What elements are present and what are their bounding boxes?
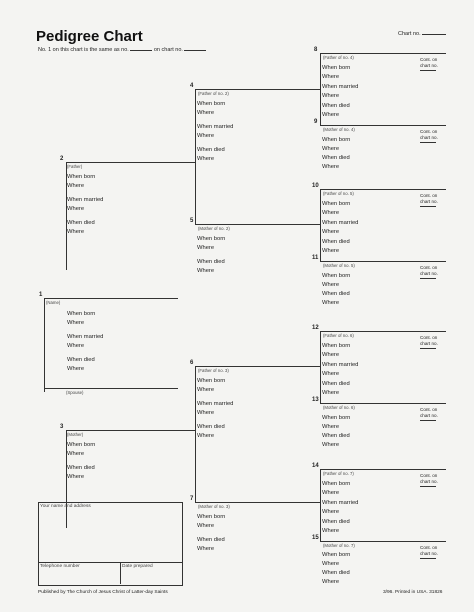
person-11-born-label: When born [322,273,351,279]
person-7-name-line[interactable] [195,502,320,503]
person-13-continued [420,407,438,418]
telephone-label: Telephone number [40,564,80,569]
person-10-born-where-label: Where [322,210,340,216]
person-7-born-label: When born [197,514,226,520]
person-2-married-where-label: Where [67,206,85,212]
person-7-died-label: When died [197,537,225,543]
cont-chart-label: chart no. [420,550,438,556]
person-3-born-where-label: Where [67,451,85,457]
person-10-born-label: When born [322,201,351,207]
person-11-caption: (Mother of no. 5) [323,263,355,268]
cont-label: Cont. on [420,545,438,550]
same-as-prefix: No. 1 on this chart is the same as no. [38,47,129,53]
person-3-name-line[interactable] [66,430,195,431]
person-13-continued-blank[interactable] [420,420,436,421]
person-1-died-label: When died [67,357,95,363]
person-9-died-where-label: Where [322,164,340,170]
person-11-continued-blank[interactable] [420,278,436,279]
person-8-number: 8 [314,47,318,53]
cont-label: Cont. on [420,473,438,478]
person-9-continued [420,129,438,140]
person-2-number: 2 [60,156,64,162]
person-13-number: 13 [312,397,319,403]
person-12-died-where-label: Where [322,390,340,396]
chart-number-blank[interactable] [422,34,446,35]
person-6-number: 6 [190,360,194,366]
publisher-note: Published by The Church of Jesus Christ of Latter-day Saints [38,590,168,595]
person-15-born-where-label: Where [322,561,340,567]
person-1-married-label: When married [67,334,104,340]
person-5-born-label: When born [197,236,226,242]
person-12-born-label: When born [322,343,351,349]
person-6-died-label: When died [197,424,225,430]
cont-label: Cont. on [420,193,438,198]
same-as-chart-blank[interactable] [184,50,206,51]
person-7-born-where-label: Where [197,523,215,529]
person-5-number: 5 [190,218,194,224]
person-3-caption: (Mother) [67,432,84,437]
person-1-number: 1 [39,292,43,298]
person-8-born-where-label: Where [322,74,340,80]
person-11-number: 11 [312,255,319,261]
person-7-died-where-label: Where [197,546,215,552]
person-4-5-bracket [195,89,196,224]
person-13-born-where-label: Where [322,424,340,430]
person-6-married-label: When married [197,401,234,407]
person-10-married-where-label: Where [322,229,340,235]
same-as-mid: on chart no. [153,47,183,53]
cont-label: Cont. on [420,265,438,270]
cont-chart-label: chart no. [420,62,438,68]
person-14-continued [420,473,438,484]
person-4-died-where-label: Where [197,156,215,162]
person-12-name-line[interactable] [320,331,446,332]
date-prepared-label: Date prepared [122,564,153,569]
person-14-married-where-label: Where [322,509,340,515]
person-11-died-where-label: Where [322,300,340,306]
person-11-born-where-label: Where [322,282,340,288]
person-14-continued-blank[interactable] [420,486,436,487]
name-address-box[interactable] [38,502,183,586]
person-9-died-label: When died [322,155,350,161]
person-13-caption: (Mother of no. 6) [323,405,355,410]
cont-chart-label: chart no. [420,198,438,204]
person-9-born-where-label: Where [322,146,340,152]
cont-label: Cont. on [420,57,438,62]
same-as-number-blank[interactable] [130,50,152,51]
spouse-caption: (Spouse) [66,390,84,395]
person-6-born-where-label: Where [197,387,215,393]
cont-label: Cont. on [420,407,438,412]
person-2-born-where-label: Where [67,183,85,189]
page-title: Pedigree Chart [36,28,143,45]
person-10-continued-blank[interactable] [420,206,436,207]
person-9-name-line[interactable] [320,125,446,126]
chart-number-label: Chart no. [398,31,421,37]
person-14-caption: (Father of no. 7) [323,471,354,476]
person-1-bracket [44,298,45,392]
person-8-9-bracket [320,53,321,125]
person-12-13-bracket [320,331,321,403]
person-12-continued-blank[interactable] [420,348,436,349]
person-15-caption: (Mother of no. 7) [323,543,355,548]
person-9-continued-blank[interactable] [420,142,436,143]
person-10-name-line[interactable] [320,189,446,190]
person-10-died-where-label: Where [322,248,340,254]
name-address-label: Your name and address [40,504,91,509]
person-6-caption: (Father of no. 3) [198,368,229,373]
contact-column-divider [120,562,121,584]
person-15-died-where-label: Where [322,579,340,585]
person-4-died-label: When died [197,147,225,153]
person-8-married-label: When married [322,84,359,90]
person-6-died-where-label: Where [197,433,215,439]
person-3-died-label: When died [67,465,95,471]
person-4-born-where-label: Where [197,110,215,116]
person-5-died-where-label: Where [197,268,215,274]
person-8-continued-blank[interactable] [420,70,436,71]
person-6-name-line[interactable] [195,366,320,367]
person-10-caption: (Father of no. 5) [323,191,354,196]
person-1-name-line[interactable] [44,298,178,299]
person-1-caption: (Name) [46,300,61,305]
person-12-died-label: When died [322,381,350,387]
person-14-number: 14 [312,463,319,469]
person-5-born-where-label: Where [197,245,215,251]
person-4-married-label: When married [197,124,234,130]
person-15-born-label: When born [322,552,351,558]
person-1-born-label: When born [67,311,96,317]
person-9-born-label: When born [322,137,351,143]
person-14-born-label: When born [322,481,351,487]
person-10-number: 10 [312,183,319,189]
person-14-15-bracket [320,469,321,541]
contact-divider [38,562,182,563]
cont-chart-label: chart no. [420,270,438,276]
chart-number-field[interactable] [398,31,446,37]
person-14-died-label: When died [322,519,350,525]
person-2-died-label: When died [67,220,95,226]
person-8-born-label: When born [322,65,351,71]
person-1-died-where-label: Where [67,366,85,372]
person-10-continued [420,193,438,204]
person-13-died-label: When died [322,433,350,439]
person-12-continued [420,335,438,346]
person-2-married-label: When married [67,197,104,203]
person-14-name-line[interactable] [320,469,446,470]
person-8-continued [420,57,438,68]
cont-chart-label: chart no. [420,412,438,418]
person-7-number: 7 [190,496,194,502]
cont-chart-label: chart no. [420,134,438,140]
person-6-married-where-label: Where [197,410,215,416]
person-8-caption: (Father of no. 4) [323,55,354,60]
person-9-number: 9 [314,119,318,125]
person-10-died-label: When died [322,239,350,245]
person-3-born-label: When born [67,442,96,448]
person-4-name-line[interactable] [195,89,320,90]
person-15-continued [420,545,438,556]
person-5-died-label: When died [197,259,225,265]
person-15-name-line[interactable] [320,541,446,542]
person-15-continued-blank[interactable] [420,558,436,559]
person-8-died-where-label: Where [322,112,340,118]
person-11-name-line[interactable] [320,261,446,262]
person-5-name-line[interactable] [195,224,320,225]
person-1-married-where-label: Where [67,343,85,349]
person-10-married-label: When married [322,220,359,226]
person-11-died-label: When died [322,291,350,297]
person-15-number: 15 [312,535,319,541]
person-3-number: 3 [60,424,64,430]
cont-label: Cont. on [420,129,438,134]
person-2-name-line[interactable] [66,162,195,163]
person-4-born-label: When born [197,101,226,107]
person-9-caption: (Mother of no. 4) [323,127,355,132]
person-12-married-where-label: Where [322,371,340,377]
person-12-born-where-label: Where [322,352,340,358]
person-12-married-label: When married [322,362,359,368]
person-3-died-where-label: Where [67,474,85,480]
person-4-caption: (Father of no. 2) [198,91,229,96]
person-7-caption: (Mother of no. 3) [198,504,230,509]
cont-chart-label: chart no. [420,340,438,346]
person-14-died-where-label: Where [322,528,340,534]
person-12-caption: (Father of no. 6) [323,333,354,338]
cont-chart-label: chart no. [420,478,438,484]
person-13-died-where-label: Where [322,442,340,448]
person-8-name-line[interactable] [320,53,446,54]
person-5-caption: (Mother of no. 2) [198,226,230,231]
cont-label: Cont. on [420,335,438,340]
person-2-born-label: When born [67,174,96,180]
person-4-married-where-label: Where [197,133,215,139]
person-6-born-label: When born [197,378,226,384]
person-13-born-label: When born [322,415,351,421]
person-14-born-where-label: Where [322,490,340,496]
person-11-continued [420,265,438,276]
person-10-11-bracket [320,189,321,261]
person-8-married-where-label: Where [322,93,340,99]
person-13-name-line[interactable] [320,403,446,404]
person-14-married-label: When married [322,500,359,506]
person-6-7-bracket [195,366,196,503]
person-15-died-label: When died [322,570,350,576]
print-info: 3/96. Printed in USA. 31826 [383,590,443,595]
person-2-died-where-label: Where [67,229,85,235]
spouse-name-line[interactable] [44,388,178,389]
person-8-died-label: When died [322,103,350,109]
person-4-number: 4 [190,83,194,89]
same-as-note [38,47,206,53]
person-12-number: 12 [312,325,319,331]
person-1-born-where-label: Where [67,320,85,326]
person-2-caption: (Father) [67,164,83,169]
